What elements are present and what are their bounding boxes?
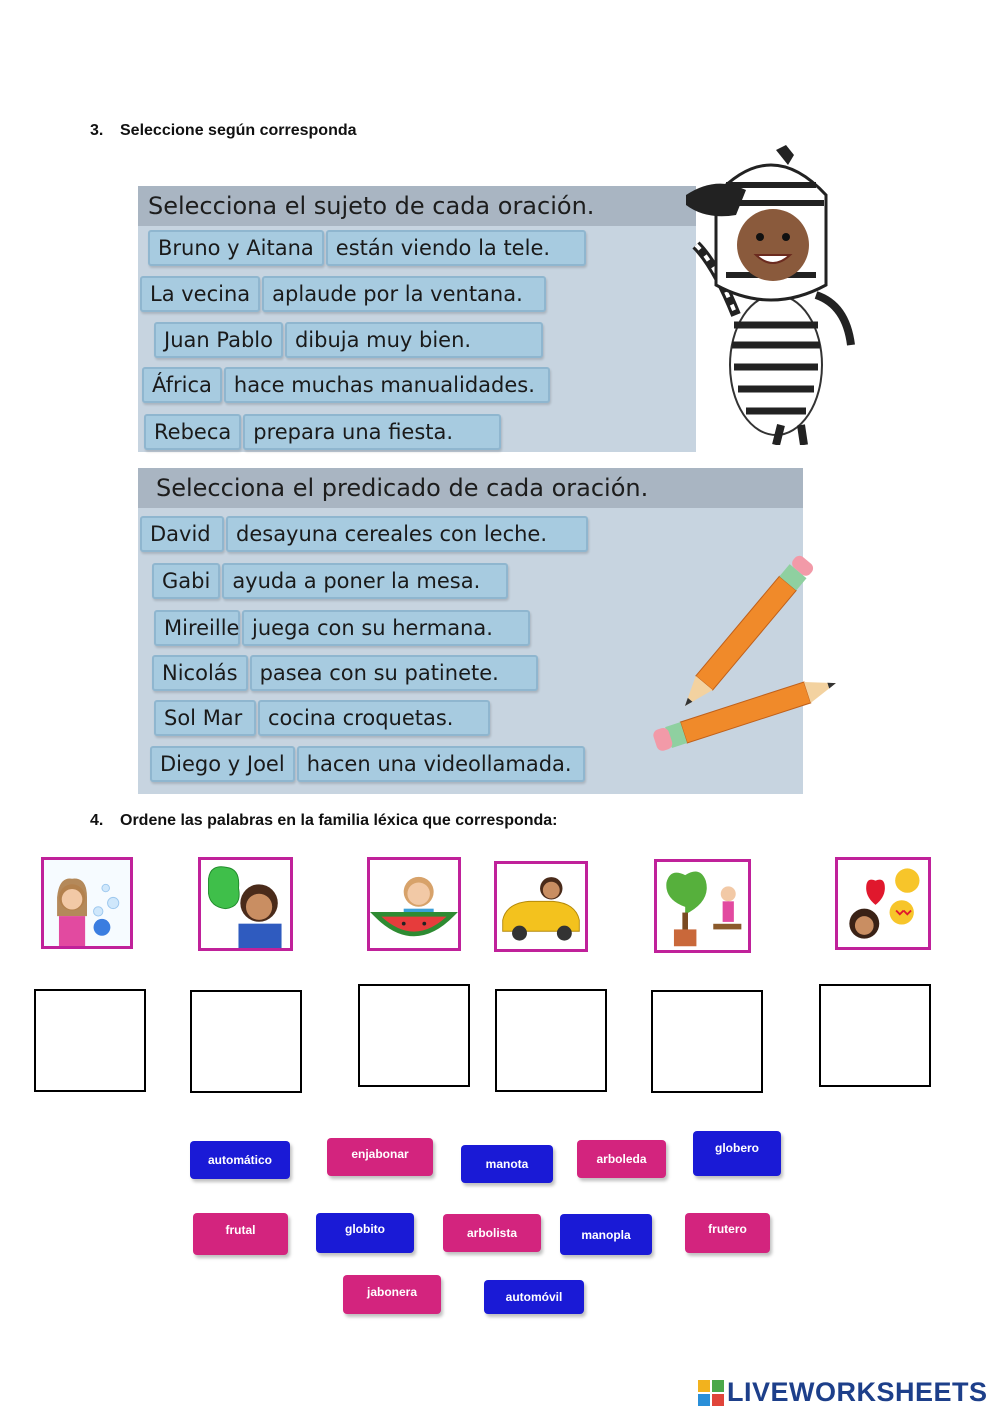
answer-box[interactable] — [358, 984, 470, 1087]
word-chip[interactable]: automático — [190, 1141, 290, 1179]
sentence-row — [142, 367, 550, 403]
word-chip[interactable]: globero — [693, 1131, 781, 1176]
car-picture — [494, 861, 588, 952]
watermelon-picture — [367, 857, 461, 951]
soap-bubbles-picture — [41, 857, 133, 949]
word-chip[interactable]: manopla — [560, 1214, 652, 1255]
sentence-part[interactable]: Mireille — [154, 610, 240, 646]
word-chip[interactable]: globito — [316, 1213, 414, 1253]
answer-box[interactable] — [190, 990, 302, 1093]
question-4-text: Ordene las palabras en la familia léxica que corresponda: — [120, 812, 558, 829]
word-chip[interactable]: frutal — [193, 1213, 288, 1255]
tree-picture — [654, 859, 751, 953]
word-chip[interactable]: arboleda — [577, 1140, 666, 1178]
question-3-text: Seleccione según corresponda — [120, 122, 357, 139]
word-chip[interactable]: jabonera — [343, 1275, 441, 1314]
sentence-part[interactable]: pasea con su patinete. — [250, 655, 538, 691]
question-4-number: 4. — [90, 812, 104, 829]
sentence-part[interactable]: cocina croquetas. — [258, 700, 490, 736]
hand-glove-picture — [198, 857, 293, 951]
sentence-row — [152, 655, 538, 691]
predicate-panel-heading: Selecciona el predicado de cada oración. — [138, 468, 803, 508]
sentence-part[interactable]: Sol Mar — [154, 700, 256, 736]
sentence-part[interactable]: ayuda a poner la mesa. — [222, 563, 508, 599]
question-3-number: 3. — [90, 122, 104, 139]
word-chip[interactable]: manota — [461, 1145, 553, 1183]
word-chip[interactable]: automóvil — [484, 1280, 584, 1314]
sentence-part[interactable]: La vecina — [140, 276, 260, 312]
sentence-row — [152, 563, 508, 599]
liveworksheets-brand — [698, 1377, 988, 1408]
brand-name: LIVEWORKSHEETS — [727, 1377, 988, 1407]
sentence-part[interactable]: Juan Pablo — [154, 322, 283, 358]
sentence-part[interactable]: juega con su hermana. — [242, 610, 530, 646]
sentence-part[interactable]: Diego y Joel — [150, 746, 295, 782]
answer-box[interactable] — [651, 990, 763, 1093]
sentence-part[interactable]: Gabi — [152, 563, 220, 599]
question-4-title — [90, 812, 558, 830]
sentence-row — [148, 230, 586, 266]
sentence-part[interactable]: África — [142, 367, 222, 403]
sentence-row — [154, 322, 543, 358]
answer-box[interactable] — [34, 989, 146, 1092]
sentence-part[interactable]: aplaude por la ventana. — [262, 276, 546, 312]
question-3-title — [90, 122, 357, 140]
sentence-row — [140, 516, 588, 552]
zebra-illustration — [676, 145, 856, 445]
sentence-part[interactable]: están viendo la tele. — [326, 230, 586, 266]
word-chip[interactable]: arbolista — [443, 1214, 541, 1252]
sentence-part[interactable]: hacen una videollamada. — [297, 746, 585, 782]
subject-panel — [138, 186, 696, 452]
pencils-illustration — [640, 540, 860, 760]
sentence-row — [154, 700, 490, 736]
answer-box[interactable] — [495, 989, 607, 1092]
subject-panel-heading: Selecciona el sujeto de cada oración. — [138, 186, 696, 226]
sentence-part[interactable]: desayuna cereales con leche. — [226, 516, 588, 552]
word-chip[interactable]: frutero — [685, 1213, 770, 1253]
sentence-row — [140, 276, 546, 312]
sentence-part[interactable]: hace muchas manualidades. — [224, 367, 550, 403]
answer-box[interactable] — [819, 984, 931, 1087]
sentence-part[interactable]: Bruno y Aitana — [148, 230, 324, 266]
sentence-row — [150, 746, 585, 782]
sentence-part[interactable]: Nicolás — [152, 655, 248, 691]
sentence-row — [144, 414, 501, 450]
sentence-part[interactable]: Rebeca — [144, 414, 241, 450]
liveworksheets-logo-icon — [698, 1380, 724, 1406]
sentence-part[interactable]: David — [140, 516, 224, 552]
sentence-part[interactable]: prepara una fiesta. — [243, 414, 501, 450]
word-chip[interactable]: enjabonar — [327, 1138, 433, 1176]
balloons-picture — [835, 857, 931, 950]
sentence-part[interactable]: dibuja muy bien. — [285, 322, 543, 358]
sentence-row — [154, 610, 530, 646]
